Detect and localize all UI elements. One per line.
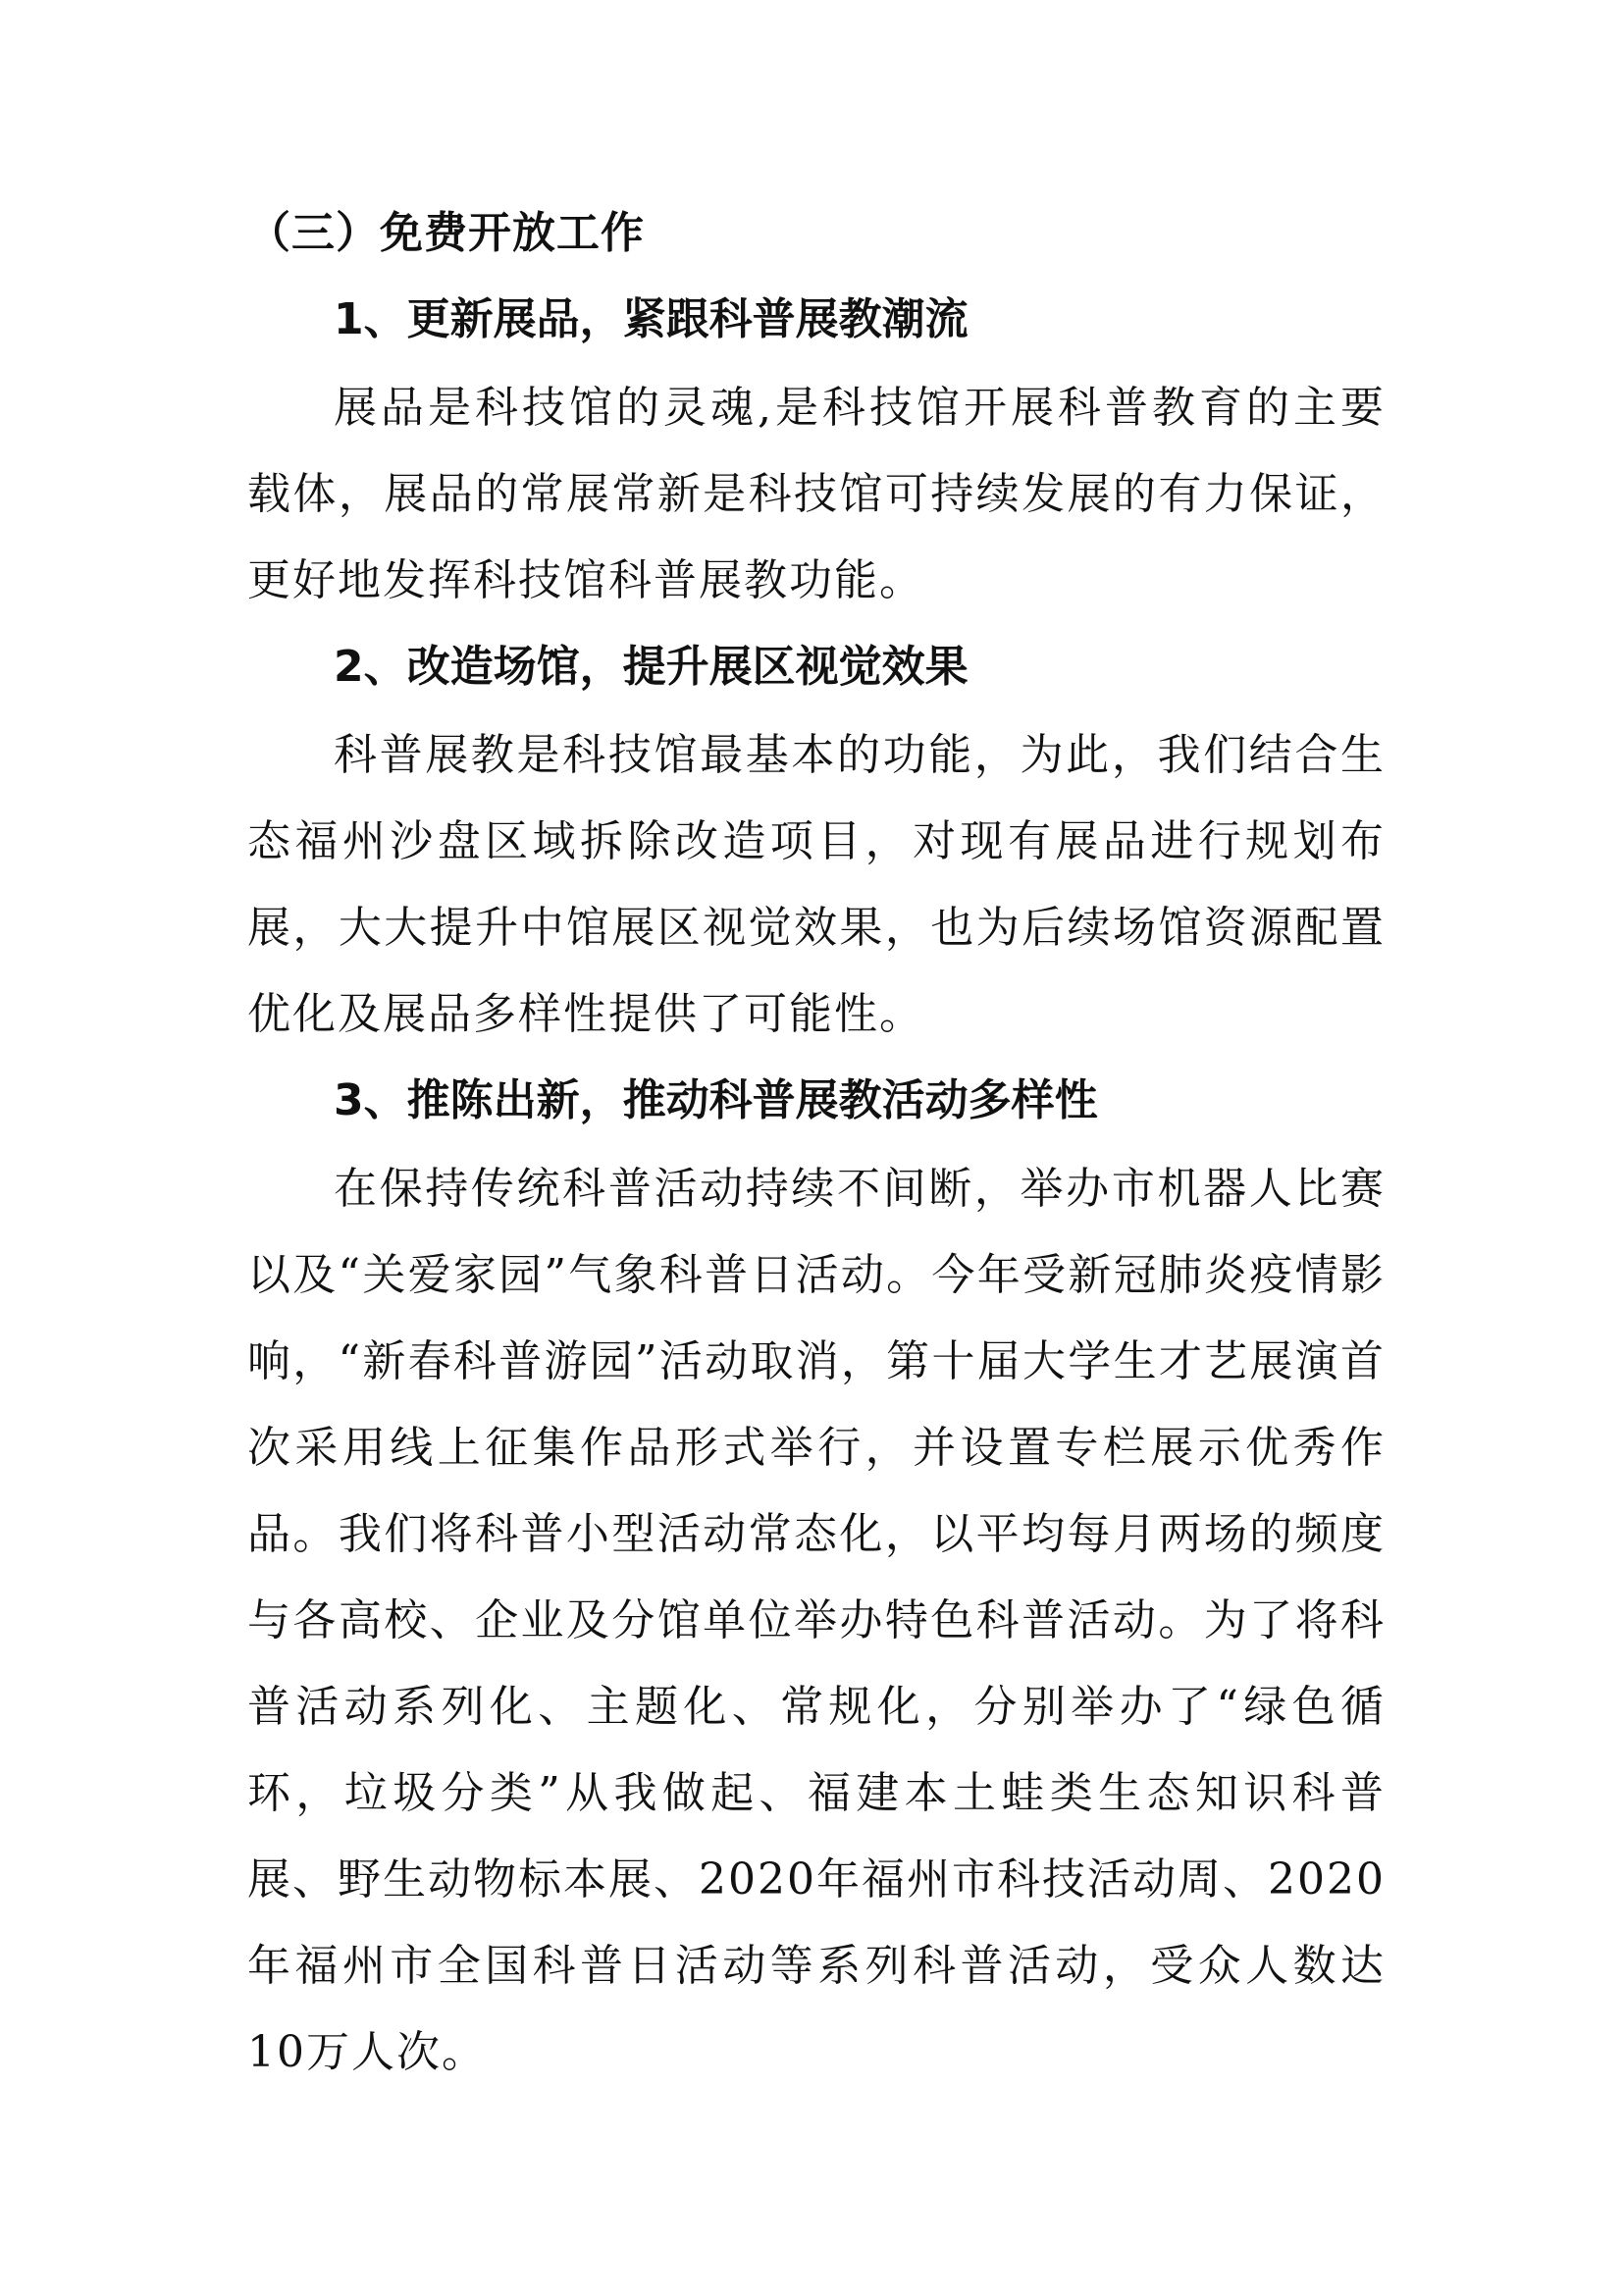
item-2-paragraph: 科普展教是科技馆最基本的功能，为此，我们结合生态福州沙盘区域拆除改造项目，对现有展品进行规划布展，大大提升中馆展区视觉效果，也为后续场馆资源配置优化及展品多样性提供了可能性。	[247, 730, 1386, 1039]
item-1-paragraph: 展品是科技馆的灵魂,是科技馆开展科普教育的主要载体，展品的常展常新是科技馆可持续发展的有力保证，更好地发挥科技馆科普展教功能。	[247, 383, 1386, 605]
item-1-heading: 1、更新展品，紧跟科普展教潮流	[334, 294, 969, 344]
section-heading: （三）免费开放工作	[247, 208, 645, 258]
item-3-heading: 3、推陈出新，推动科普展教活动多样性	[334, 1075, 1098, 1125]
item-2-heading: 2、改造场馆，提升展区视觉效果	[334, 642, 969, 692]
item-3-paragraph: 在保持传统科普活动持续不间断，举办市机器人比赛以及“关爱家园”气象科普日活动。今年受新冠肺炎疫情影响，“新春科普游园”活动取消，第十届大学生才艺展演首次采用线上征集作品形式举行，并设置专栏展示优秀作品。我们将科普小型活动常态化，以平均每月两场的频度与各高校、企业及分馆单位举办特色科普活动。为了将科普活动系列化、主题化、常规化，分别举办了“绿色循环，垃圾分类”从我做起、福建本土蛙类生态知识科普展、野生动物标本展、2020年福州市科技活动周、2020年福州市全国科普日活动等系列科普活动，受众人数达10万人次。	[247, 1164, 1386, 2077]
